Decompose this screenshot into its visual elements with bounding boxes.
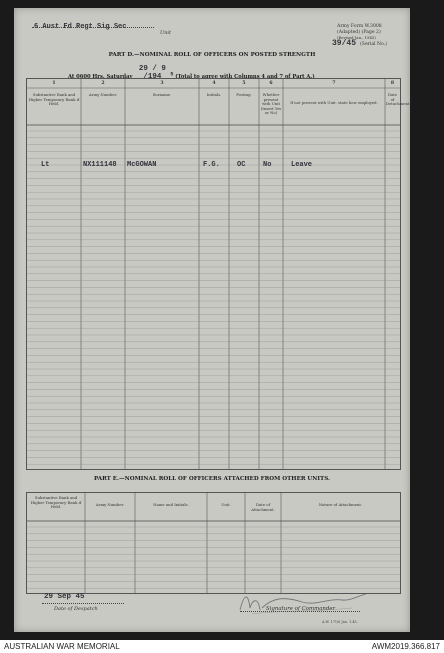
unit-line [32,27,154,28]
column-header: If not present with Unit, state how employed. [290,100,378,105]
cell-present: No [263,161,272,169]
at-suffix: (Total to agree with Columns 4 and 7 of Part A.) [175,74,315,80]
column-number: 6 [269,81,273,86]
part-e-title: PART E.—NOMINAL ROLL OF OFFICERS ATTACHED FROM OTHER UNITS. [93,476,330,482]
form-id-line-3: (Revised Jan., 1945) [337,35,376,41]
footer-left: AUSTRALIAN WAR MEMORIAL [4,642,120,651]
part-e-column-header: Date of Attachment. [251,502,275,512]
column-number: 4 [212,81,216,86]
part-d-title: PART D.—NOMINAL ROLL OF OFFICERS ON POSTED STRENGTH [108,52,316,58]
serial-label: (Serial No.) [360,42,387,47]
despatch-line [42,603,124,604]
unit-value: 6 Aust Fd Regt Sig Sec [34,23,127,31]
at-prefix: At 0600 Hrs. Saturday [68,74,133,80]
part-e-column-header: Unit. [221,502,231,507]
column-header: Date of Detachment. [386,92,411,107]
archive-footer [0,640,444,653]
column-number: 7 [332,81,336,86]
signature-label: Signature of Commander [266,606,336,612]
column-header: Whether present with Unit (Insert Yes or No) [260,92,282,116]
commander-signature [232,588,392,618]
form-id-line-1: Army Form W.3008 [337,24,382,29]
column-header: Posting. [236,92,252,97]
print-code: A.W. 171/6 Jan. 1.45. [322,620,358,624]
column-header: Substantive Rank and Higher Temporary Rank if Held. [28,92,80,107]
column-number: 8 [390,81,395,86]
part-d-grid-lines [27,79,411,469]
serial-value: 39/45 [332,39,357,48]
part-e-column-header: Nature of Attachment. [318,502,363,507]
column-header: Surname. [152,92,172,97]
date-value: 29 / 9 /194 [138,65,166,81]
column-number: 5 [242,81,246,86]
despatch-label: Date of Despatch [54,606,98,612]
part-e-column-header: Army Number. [95,502,125,507]
part-e-column-header: Name and Initials. [153,502,189,507]
form-sheet [14,8,410,632]
column-number: 2 [101,81,105,86]
column-number: 3 [160,81,164,86]
column-header: Army Number. [88,92,118,97]
column-header: Initials. [206,92,222,97]
part-e-column-header: Substantive Rank and Higher Temporary Rank if Held. [30,495,82,510]
unit-label: Unit [160,30,172,36]
cell-rank: Lt [41,161,50,169]
footer-right: AWM2019.366.817 [371,642,440,651]
cell-employed: Leave [291,161,313,169]
column-number: 1 [52,81,56,86]
despatch-date: 29 Sep 45 [44,593,85,601]
part-e-table [26,492,401,594]
year-digit: 5 [170,71,174,78]
part-d-table [26,78,411,470]
cell-surname: McGOWAN [127,161,157,169]
cell-army-number: NX111148 [83,161,117,169]
cell-posting: OC [237,161,246,169]
form-id-line-2: (Adapted) (Page 2) [337,29,381,35]
cell-initials: F.G. [203,161,220,169]
